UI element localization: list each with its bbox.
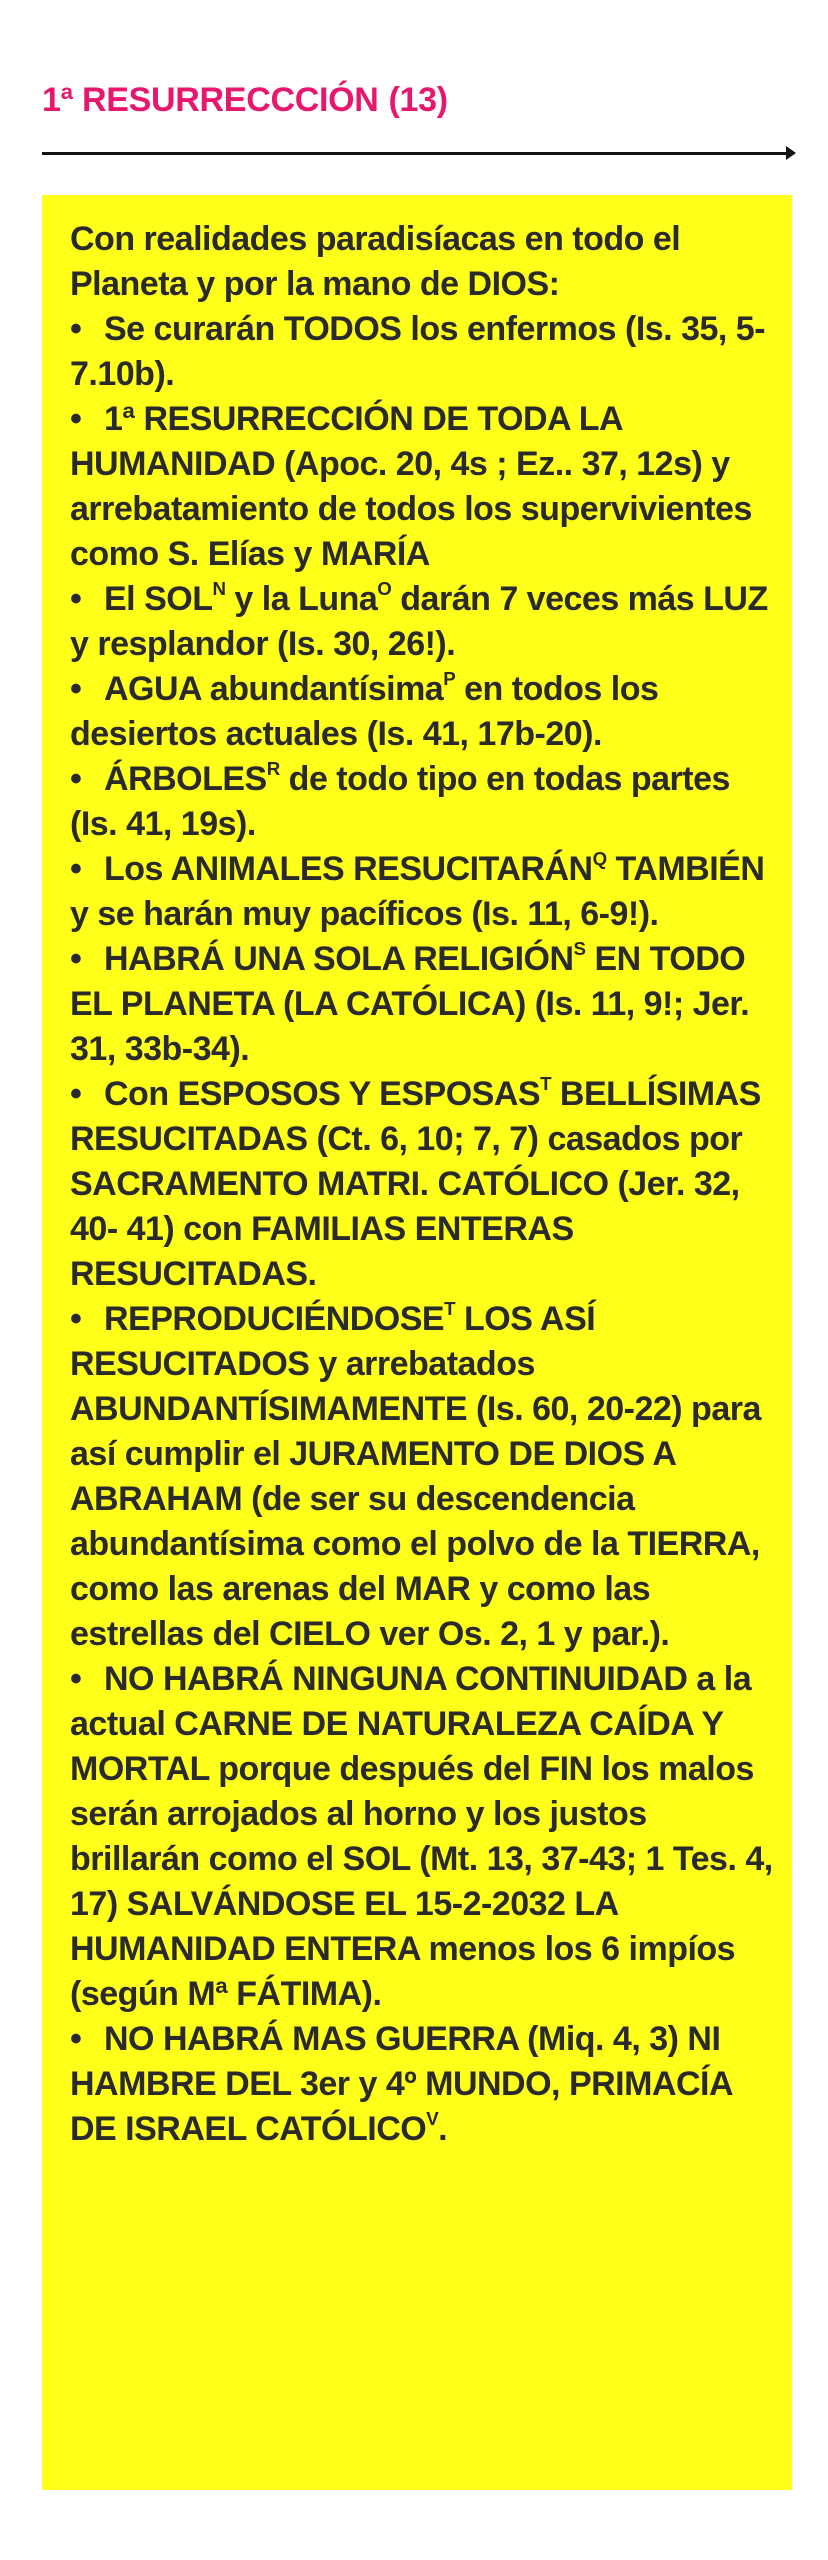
bullet-text: NO HABRÁ NINGUNA CONTINUIDAD a la actual CARNE DE NATURALEZA CAÍDA Y MORTAL porque después del FIN los malos serán arrojados al horno y los justos brillarán como el SOL (Mt. 13, 37-43; 1 Tes. 4, 17) SALVÁNDOSE EL 15-2-2032 LA HUMANIDAD ENTERA menos los 6 impíos (según Mª FÁTIMA). — [70, 1660, 773, 2013]
section-header — [42, 74, 792, 154]
section-title-count: (13) — [388, 81, 448, 119]
bullet-list — [70, 307, 782, 2152]
bullet-text: ÁRBOLES — [104, 760, 267, 798]
bullet-text: El SOL — [104, 580, 213, 618]
footnote-marker: O — [377, 577, 392, 599]
bullet-text: NO HABRÁ MAS GUERRA (Miq. 4, 3) NI HAMBRE DEL 3er y 4º MUNDO, PRIMACÍA DE ISRAEL CATÓLICO — [70, 2020, 732, 2148]
footnote-marker: R — [266, 757, 280, 779]
footnote-marker: Q — [592, 847, 607, 869]
bullet-text: HABRÁ UNA SOLA RELIGIÓN — [104, 940, 574, 978]
bullet-item — [70, 1072, 782, 1297]
bullet-text: darán 7 veces más LUZ y resplandor (Is. 30, 26!). — [70, 580, 768, 663]
bullet-text: de todo tipo en todas partes (Is. 41, 19s). — [70, 760, 730, 843]
bullet-item — [70, 397, 782, 577]
bullet-dot-icon: • — [70, 580, 82, 618]
bullet-dot-icon: • — [70, 1075, 82, 1113]
bullet-item — [70, 2017, 782, 2152]
header-divider — [42, 152, 792, 155]
bullet-item — [70, 757, 782, 847]
bullet-text: EN TODO EL PLANETA (LA CATÓLICA) (Is. 11, 9!; Jer. 31, 33b-34). — [70, 940, 750, 1068]
bullet-item — [70, 937, 782, 1072]
bullet-text: Con ESPOSOS Y ESPOSAS — [104, 1075, 541, 1113]
bullet-text: en todos los desiertos actuales (Is. 41, 17b-20). — [70, 670, 659, 753]
intro-paragraph: Con realidades paradisíacas en todo el Planeta y por la mano de DIOS: — [70, 220, 681, 303]
bullet-text: REPRODUCIÉNDOSE — [104, 1300, 445, 1338]
section-title — [42, 80, 448, 120]
bullet-item — [70, 1657, 782, 2017]
footnote-marker: T — [444, 1297, 456, 1319]
bullet-text: y la Luna — [225, 580, 378, 618]
bullet-text: TAMBIÉN y se harán muy pacíficos (Is. 11, 6-9!). — [70, 850, 765, 933]
bullet-text: AGUA abundantísima — [104, 670, 444, 708]
bullet-item — [70, 1297, 782, 1657]
footnote-marker: T — [540, 1072, 551, 1094]
bullet-dot-icon: • — [70, 850, 82, 888]
bullet-item — [70, 307, 782, 397]
bullet-text: LOS ASÍ RESUCITADOS y arrebatados ABUNDANTÍSIMAMENTE (Is. 60, 20-22) para así cumplir el JURAMENTO DE DIOS A ABRAHAM (de ser su descendencia abundantísima como el polvo de la TIERRA, como las arenas del MAR y como las estrellas del CIELO ver Os. 2, 1 y par.). — [70, 1300, 761, 1653]
footnote-marker: P — [443, 667, 456, 689]
bullet-text: . — [438, 2110, 448, 2148]
footnote-marker: V — [426, 2107, 439, 2129]
bullet-item — [70, 577, 782, 667]
footnote-marker: S — [573, 937, 586, 959]
bullet-dot-icon: • — [70, 2020, 82, 2058]
highlighted-text-box — [42, 195, 792, 2490]
bullet-text: BELLÍSIMAS RESUCITADAS (Ct. 6, 10; 7, 7) casados por SACRAMENTO MATRI. CATÓLICO (Jer. 32, 40- 41) con FAMILIAS ENTERAS RESUCITADAS. — [70, 1075, 761, 1293]
footnote-marker: N — [212, 577, 226, 599]
bullet-item — [70, 667, 782, 757]
divider-arrow-tip — [786, 146, 796, 160]
section-title-text: 1ª RESURRECCCIÓN — [42, 81, 379, 119]
bullet-dot-icon: • — [70, 1300, 82, 1338]
bullet-dot-icon: • — [70, 310, 82, 348]
bullet-item — [70, 847, 782, 937]
bullet-dot-icon: • — [70, 940, 82, 978]
bullet-dot-icon: • — [70, 670, 82, 708]
bullet-text: 1ª RESURRECCIÓN DE TODA LA HUMANIDAD (Apoc. 20, 4s ; Ez.. 37, 12s) y arrebatamiento de todos los supervivientes como S. Elías y MARÍA — [70, 400, 752, 573]
bullet-dot-icon: • — [70, 400, 82, 438]
bullet-dot-icon: • — [70, 760, 82, 798]
bullet-dot-icon: • — [70, 1660, 82, 1698]
bullet-text: Se curarán TODOS los enfermos (Is. 35, 5-7.10b). — [70, 310, 766, 393]
bullet-text: Los ANIMALES RESUCITARÁN — [104, 850, 593, 888]
